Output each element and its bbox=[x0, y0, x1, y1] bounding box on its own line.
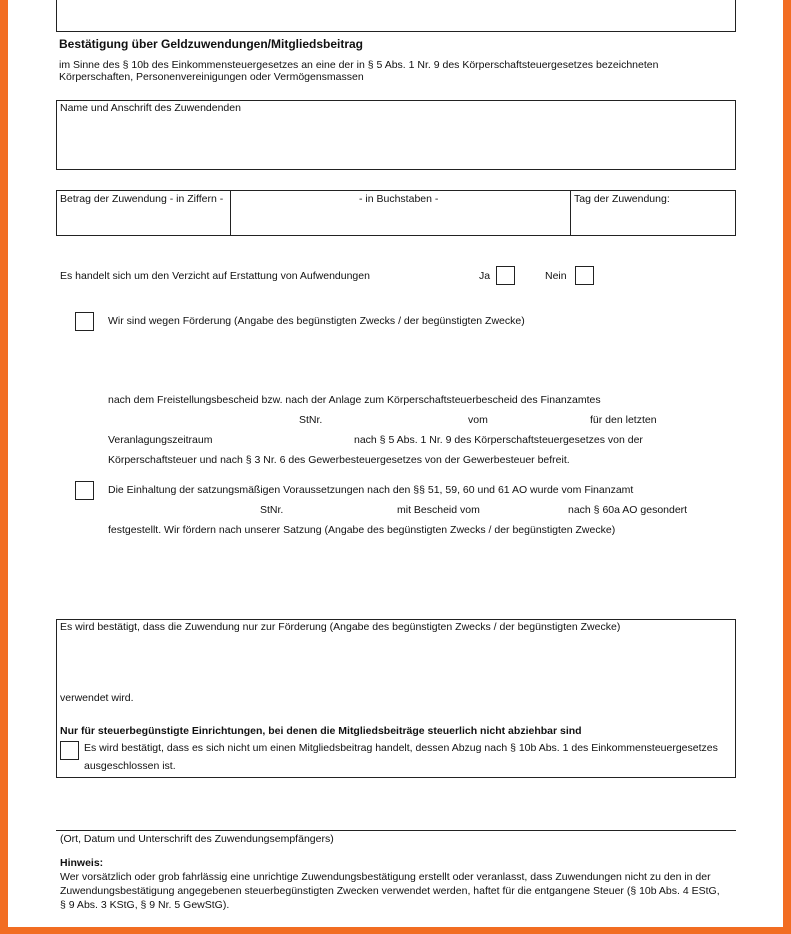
confirmation-line-1: Es wird bestätigt, dass die Zuwendung nur zur Förderung (Angabe des begünstigten Zwecks / der begünstigten Zwecke) bbox=[60, 621, 621, 633]
form-subtitle-line-2: Körperschaften, Personenvereinigungen oder Vermögensmassen bbox=[59, 71, 364, 83]
statute-stnr-label: StNr. bbox=[260, 504, 284, 516]
waiver-yes-label: Ja bbox=[479, 270, 491, 282]
top-field-box[interactable] bbox=[56, 0, 736, 32]
membership-heading: Nur für steuerbegünstigte Einrichtungen, bei denen die Mitgliedsbeiträge steuerlich nicht abziehbar sind bbox=[60, 725, 582, 737]
exemption-line-3: nach § 5 Abs. 1 Nr. 9 des Körperschaftsteuergesetzes von der bbox=[354, 434, 643, 446]
form-page bbox=[8, 0, 783, 927]
confirmation-used-label: verwendet wird. bbox=[60, 692, 134, 704]
donation-date-label: Tag der Zuwendung: bbox=[574, 193, 670, 205]
exemption-stnr-label: StNr. bbox=[299, 414, 323, 426]
exemption-notice-label: Wir sind wegen Förderung (Angabe des begünstigten Zwecks / der begünstigten Zwecke) bbox=[108, 315, 525, 327]
form-subtitle-line-1: im Sinne des § 10b des Einkommensteuergesetzes an eine der in § 5 Abs. 1 Nr. 9 des Körperschaftsteuergesetzes bezeichneten bbox=[59, 59, 659, 71]
notice-line-3: § 9 Abs. 3 KStG, § 9 Nr. 5 GewStG). bbox=[60, 899, 230, 911]
exemption-vom-label: vom bbox=[468, 414, 488, 426]
membership-checkbox[interactable] bbox=[60, 741, 79, 760]
form-title: Bestätigung über Geldzuwendungen/Mitgliedsbeitrag bbox=[59, 37, 364, 51]
statute-60a-label: nach § 60a AO gesondert bbox=[568, 504, 688, 516]
signature-label: (Ort, Datum und Unterschrift des Zuwendungsempfängers) bbox=[60, 833, 334, 845]
statute-notice-date-label: mit Bescheid vom bbox=[397, 504, 480, 516]
waiver-no-checkbox[interactable] bbox=[575, 266, 594, 285]
notice-line-1: Wer vorsätzlich oder grob fahrlässig eine unrichtige Zuwendungsbestätigung erstellt oder veranlasst, dass Zuwendungen nicht zu den in der bbox=[60, 871, 711, 883]
exemption-line-1: nach dem Freistellungsbescheid bzw. nach der Anlage zum Körperschaftsteuerbescheid des Finanzamtes bbox=[108, 394, 601, 406]
exemption-line-4: Körperschaftsteuer und nach § 3 Nr. 6 des Gewerbesteuergesetzes von der Gewerbesteuer befreit. bbox=[108, 454, 570, 466]
notice-title: Hinweis: bbox=[60, 857, 104, 869]
amount-letters-label: - in Buchstaben - bbox=[359, 193, 439, 205]
membership-line-1: Es wird bestätigt, dass es sich nicht um einen Mitgliedsbeitrag handelt, dessen Abzug nach § 10b Abs. 1 des Einkommensteuergesetzes bbox=[84, 742, 718, 754]
statute-compliance-checkbox[interactable] bbox=[75, 481, 94, 500]
notice-line-2: Zuwendungsbestätigung angegebenen steuerbegünstigten Zwecken verwendet werden, haftet für die entgangene Steuer (§ 10b Abs. 4 EStG, bbox=[60, 885, 720, 897]
signature-line[interactable] bbox=[56, 830, 736, 831]
exemption-notice-checkbox[interactable] bbox=[75, 312, 94, 331]
waiver-yes-checkbox[interactable] bbox=[496, 266, 515, 285]
waiver-no-label: Nein bbox=[545, 270, 567, 282]
membership-line-2: ausgeschlossen ist. bbox=[84, 760, 176, 772]
confirmation-purpose-field[interactable] bbox=[60, 636, 730, 688]
donor-name-address-label: Name und Anschrift des Zuwendenden bbox=[60, 102, 241, 114]
statute-line-1: Die Einhaltung der satzungsmäßigen Voraussetzungen nach den §§ 51, 59, 60 und 61 AO wurde vom Finanzamt bbox=[108, 484, 634, 496]
exemption-last-label: für den letzten bbox=[590, 414, 657, 426]
exemption-assessment-label: Veranlagungszeitraum bbox=[108, 434, 213, 446]
statute-line-3: festgestellt. Wir fördern nach unserer Satzung (Angabe des begünstigten Zwecks / der begünstigten Zwecke) bbox=[108, 524, 616, 536]
amount-digits-label: Betrag der Zuwendung - in Ziffern - bbox=[60, 193, 224, 205]
waiver-question: Es handelt sich um den Verzicht auf Erstattung von Aufwendungen bbox=[60, 270, 370, 282]
